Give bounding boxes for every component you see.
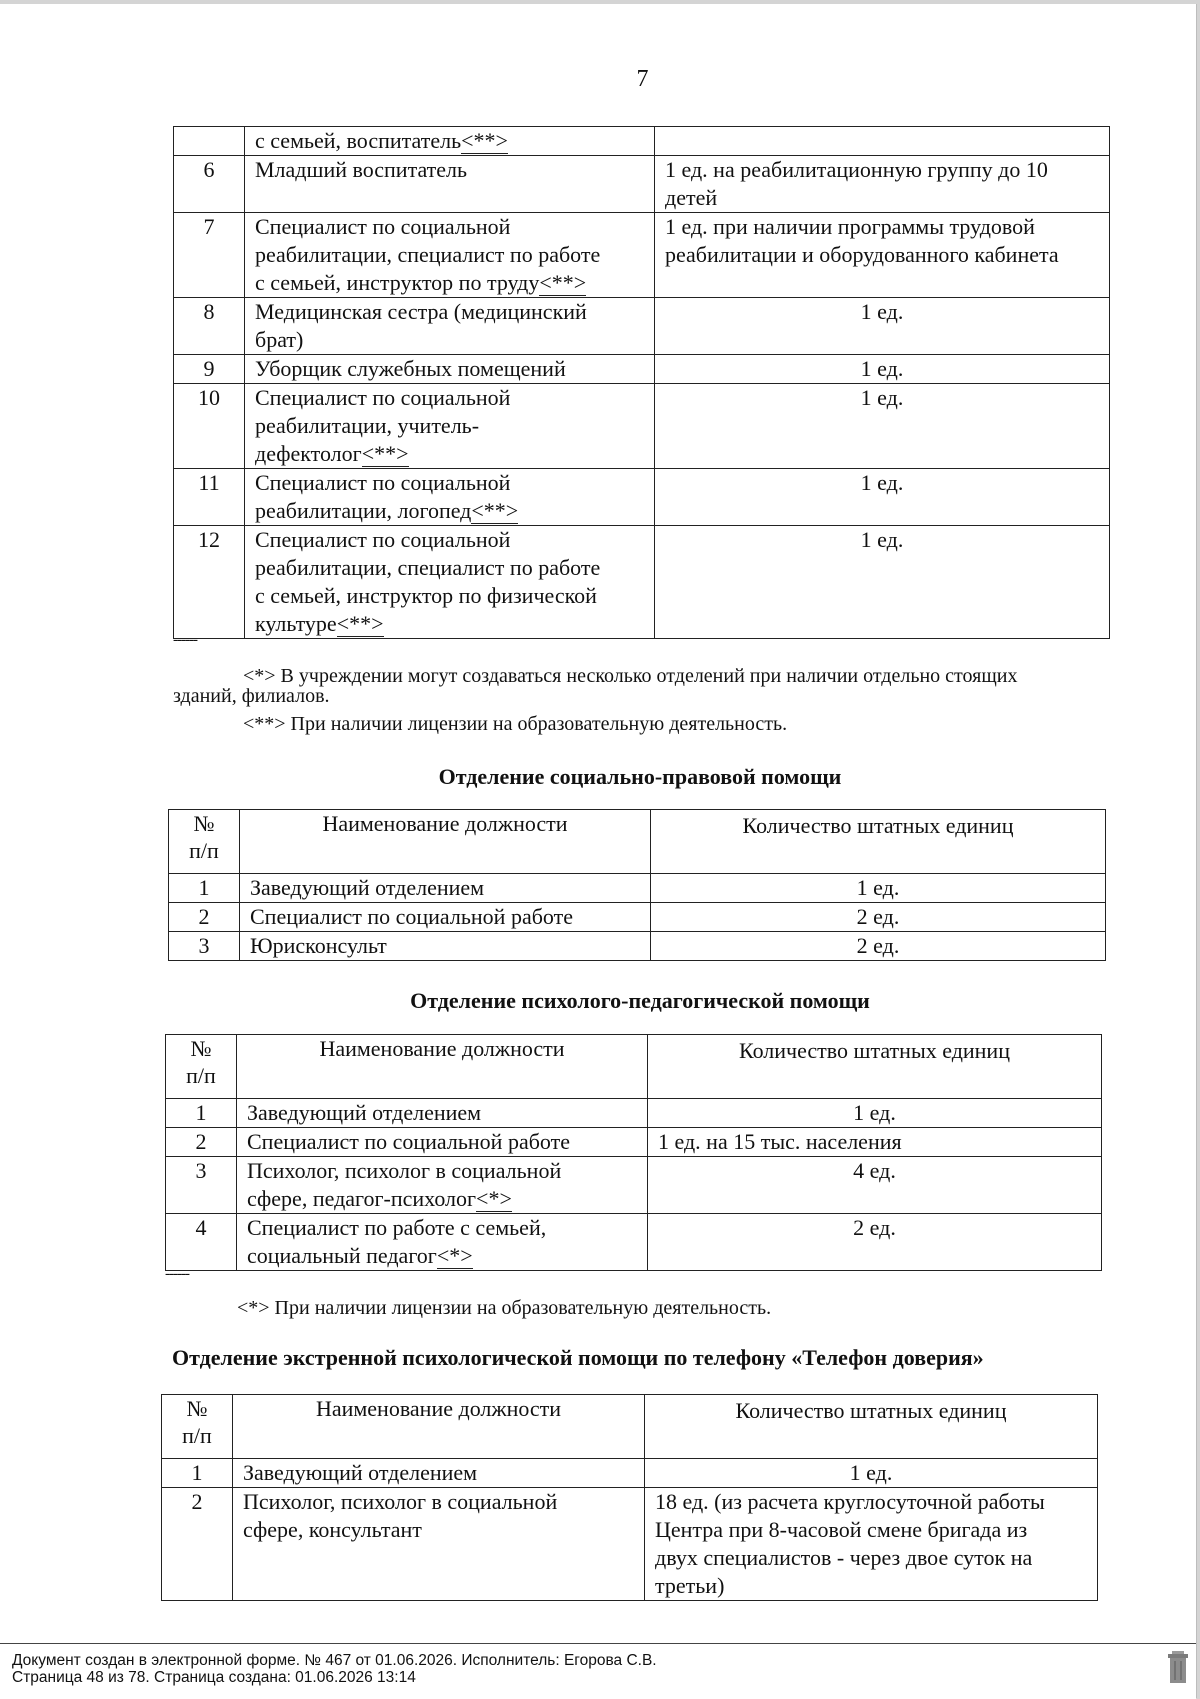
position-name bbox=[233, 1459, 645, 1488]
position-name bbox=[245, 384, 655, 469]
line: с семьей, воспитатель bbox=[255, 128, 462, 153]
staff-count bbox=[648, 1214, 1102, 1271]
row-number: 1 bbox=[169, 874, 240, 903]
line: 1 ед. при наличии программы трудовой bbox=[665, 214, 1035, 239]
footnote-marker: <**> bbox=[461, 128, 508, 153]
line: 1 ед. bbox=[860, 470, 904, 495]
row-number: 6 bbox=[174, 156, 245, 213]
position-name bbox=[237, 1128, 648, 1157]
table-row bbox=[169, 932, 1106, 961]
table-row bbox=[169, 903, 1106, 932]
row-number: 1 bbox=[166, 1099, 237, 1128]
table-row bbox=[162, 1459, 1098, 1488]
line: детей bbox=[665, 185, 718, 210]
line: п/п bbox=[189, 838, 219, 863]
row-number: 2 bbox=[169, 903, 240, 932]
row-number: 3 bbox=[166, 1157, 237, 1214]
staff-count bbox=[655, 298, 1110, 355]
row-number: 3 bbox=[169, 932, 240, 961]
line: с семьей, инструктор по труду bbox=[255, 270, 540, 295]
line: 1 ед. bbox=[856, 875, 900, 900]
footnote-1-second-line: зданий, филиалов. bbox=[173, 685, 330, 707]
trash-bin-icon[interactable] bbox=[1167, 1650, 1189, 1684]
line: п/п bbox=[186, 1063, 216, 1088]
line: № bbox=[190, 1036, 212, 1061]
footnote-marker: <**> bbox=[471, 498, 519, 523]
row-number: 2 bbox=[162, 1488, 233, 1601]
table-header-row bbox=[162, 1395, 1098, 1459]
table-row bbox=[169, 874, 1106, 903]
table-row bbox=[166, 1157, 1102, 1214]
line: 2 ед. bbox=[853, 1215, 896, 1240]
psych-pedagogical-staff-table bbox=[165, 1034, 1102, 1271]
helpline-table-body bbox=[162, 1395, 1098, 1601]
line: культуре bbox=[255, 611, 337, 636]
section-heading-psych-pedagogical: Отделение психолого-педагогической помощи bbox=[410, 988, 870, 1013]
footnote-1-first-line: <*> В учреждении могут создаваться несколько отделений при наличии отдельно стоящих bbox=[243, 665, 1018, 687]
staff-count bbox=[648, 1099, 1102, 1128]
line: двух специалистов - через двое суток на bbox=[655, 1545, 1033, 1570]
line: с семьей, инструктор по физической bbox=[255, 583, 597, 608]
legal-aid-table-body bbox=[169, 810, 1106, 961]
table-row bbox=[174, 526, 1110, 639]
position-name bbox=[237, 1214, 648, 1271]
header-number bbox=[162, 1395, 233, 1459]
footnote-marker: <**> bbox=[539, 270, 587, 295]
line: Заведующий отделением bbox=[250, 875, 485, 900]
line: 2 ед. bbox=[856, 933, 900, 958]
line: третьи) bbox=[655, 1573, 725, 1598]
staff-count bbox=[655, 355, 1110, 384]
line: Психолог, психолог в социальной bbox=[247, 1158, 562, 1183]
row-number: 8 bbox=[174, 298, 245, 355]
table-row bbox=[174, 469, 1110, 526]
line: реабилитации, специалист по работе bbox=[255, 555, 601, 580]
header-number bbox=[166, 1035, 237, 1099]
document-footer bbox=[0, 1643, 1196, 1699]
line: № bbox=[186, 1396, 208, 1421]
position-name bbox=[245, 298, 655, 355]
staff-table-body bbox=[174, 127, 1110, 639]
footer-page-info: Страница 48 из 78. Страница создана: 01.06.2026 13:14 bbox=[12, 1669, 416, 1686]
header-staff-count: Количество штатных единиц bbox=[645, 1395, 1098, 1459]
position-name bbox=[245, 355, 655, 384]
staff-count bbox=[655, 127, 1110, 156]
table-row bbox=[174, 213, 1110, 298]
staff-count bbox=[655, 384, 1110, 469]
line: 1 ед. на 15 тыс. населения bbox=[658, 1129, 902, 1154]
line: дефектолог bbox=[255, 441, 362, 466]
header-position-name: Наименование должности bbox=[237, 1035, 648, 1099]
staff-count bbox=[648, 1157, 1102, 1214]
staff-count bbox=[655, 156, 1110, 213]
position-name bbox=[245, 213, 655, 298]
line: сфере, педагог-психолог bbox=[247, 1186, 477, 1211]
position-name bbox=[245, 469, 655, 526]
table-row bbox=[162, 1488, 1098, 1601]
line: социальный педагог bbox=[247, 1243, 437, 1268]
line: реабилитации, логопед bbox=[255, 498, 472, 523]
position-name bbox=[240, 903, 651, 932]
line: 18 ед. (из расчета круглосуточной работы bbox=[655, 1489, 1045, 1514]
section-heading-legal-aid: Отделение социально-правовой помощи bbox=[438, 764, 842, 789]
header-number bbox=[169, 810, 240, 874]
table-header-row bbox=[169, 810, 1106, 874]
line: Заведующий отделением bbox=[247, 1100, 482, 1125]
table-row bbox=[174, 298, 1110, 355]
line: Медицинская сестра (медицинский bbox=[255, 299, 587, 324]
psych-pedagogical-table-body bbox=[166, 1035, 1102, 1271]
header-staff-count: Количество штатных единиц bbox=[648, 1035, 1102, 1099]
line: Младший воспитатель bbox=[255, 157, 468, 182]
row-number: 1 bbox=[162, 1459, 233, 1488]
line: реабилитации и оборудованного кабинета bbox=[665, 242, 1059, 267]
staff-count bbox=[645, 1459, 1098, 1488]
row-number bbox=[174, 127, 245, 156]
position-name bbox=[233, 1488, 645, 1601]
position-name bbox=[237, 1099, 648, 1128]
line: 1 ед. bbox=[860, 356, 904, 381]
line: Специалист по социальной bbox=[255, 527, 511, 552]
line: Специалист по работе с семьей, bbox=[247, 1215, 547, 1240]
row-number: 12 bbox=[174, 526, 245, 639]
staff-count bbox=[655, 213, 1110, 298]
footnote-separator: ------ bbox=[173, 632, 197, 648]
line: Психолог, психолог в социальной bbox=[243, 1489, 558, 1514]
line: п/п bbox=[182, 1423, 212, 1448]
line: Специалист по социальной bbox=[255, 385, 511, 410]
line: Заведующий отделением bbox=[243, 1460, 478, 1485]
legal-aid-staff-table bbox=[168, 809, 1106, 961]
staff-count bbox=[655, 469, 1110, 526]
table-header-row bbox=[166, 1035, 1102, 1099]
row-number: 2 bbox=[166, 1128, 237, 1157]
header-position-name: Наименование должности bbox=[233, 1395, 645, 1459]
footnote-marker: <**> bbox=[336, 611, 384, 636]
footnote-marker: <*> bbox=[436, 1243, 473, 1268]
position-name bbox=[245, 526, 655, 639]
table-row bbox=[174, 127, 1110, 156]
footnote-marker: <**> bbox=[361, 441, 409, 466]
line: Юрисконсульт bbox=[250, 933, 387, 958]
staff-count bbox=[651, 903, 1106, 932]
position-name bbox=[237, 1157, 648, 1214]
line: 1 ед. bbox=[853, 1100, 896, 1125]
line: № bbox=[193, 811, 215, 836]
footnote-license: <*> При наличии лицензии на образовательную деятельность. bbox=[237, 1297, 772, 1319]
row-number: 9 bbox=[174, 355, 245, 384]
table-row bbox=[174, 156, 1110, 213]
line: 2 ед. bbox=[856, 904, 900, 929]
line: 1 ед. bbox=[860, 299, 904, 324]
table-row bbox=[174, 355, 1110, 384]
position-name bbox=[245, 156, 655, 213]
line: реабилитации, учитель- bbox=[255, 413, 480, 438]
table-row bbox=[166, 1214, 1102, 1271]
row-number: 4 bbox=[166, 1214, 237, 1271]
staff-count bbox=[655, 526, 1110, 639]
line: брат) bbox=[255, 327, 304, 352]
row-number: 7 bbox=[174, 213, 245, 298]
line: Центра при 8-часовой смене бригада из bbox=[655, 1517, 1028, 1542]
position-name bbox=[240, 932, 651, 961]
document-page bbox=[0, 4, 1197, 1698]
header-position-name: Наименование должности bbox=[240, 810, 651, 874]
table-row bbox=[166, 1099, 1102, 1128]
position-name bbox=[245, 127, 655, 156]
footnote-separator-2: ------ bbox=[165, 1266, 189, 1282]
page-number: 7 bbox=[636, 66, 649, 92]
line: 1 ед. на реабилитационную группу до 10 bbox=[665, 157, 1048, 182]
header-staff-count: Количество штатных единиц bbox=[651, 810, 1106, 874]
line: реабилитации, специалист по работе bbox=[255, 242, 601, 267]
table-row bbox=[166, 1128, 1102, 1157]
footer-document-info: Документ создан в электронной форме. № 467 от 01.06.2026. Исполнитель: Егорова С.В. bbox=[12, 1652, 657, 1669]
helpline-staff-table bbox=[161, 1394, 1098, 1601]
line: Специалист по социальной работе bbox=[250, 904, 573, 929]
section-heading-helpline: Отделение экстренной психологической помощи по телефону «Телефон доверия» bbox=[172, 1345, 984, 1370]
position-name bbox=[240, 874, 651, 903]
row-number: 10 bbox=[174, 384, 245, 469]
line: Специалист по социальной bbox=[255, 470, 511, 495]
row-number: 11 bbox=[174, 469, 245, 526]
footnote-marker: <*> bbox=[476, 1186, 512, 1211]
line: Специалист по социальной работе bbox=[247, 1129, 570, 1154]
staff-count bbox=[648, 1128, 1102, 1157]
footnote-2: <**> При наличии лицензии на образовательную деятельность. bbox=[243, 713, 788, 735]
line: 1 ед. bbox=[860, 527, 904, 552]
line: Специалист по социальной bbox=[255, 214, 511, 239]
table-row bbox=[174, 384, 1110, 469]
staff-table-continuation bbox=[173, 126, 1110, 639]
staff-count bbox=[651, 932, 1106, 961]
line: 1 ед. bbox=[849, 1460, 893, 1485]
line: 1 ед. bbox=[860, 385, 904, 410]
line: 4 ед. bbox=[853, 1158, 896, 1183]
staff-count bbox=[651, 874, 1106, 903]
line: Уборщик служебных помещений bbox=[255, 356, 566, 381]
line: сфере, консультант bbox=[243, 1517, 422, 1542]
staff-count bbox=[645, 1488, 1098, 1601]
